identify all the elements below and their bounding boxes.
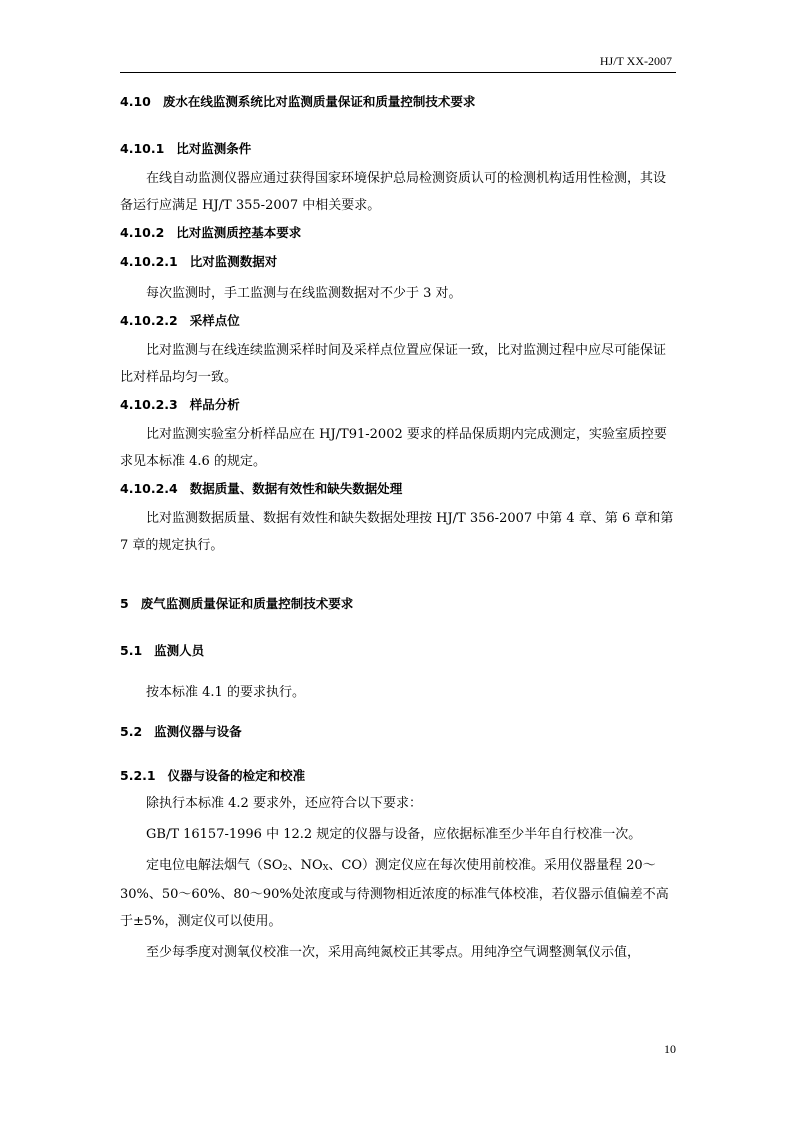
heading-4-10 xyxy=(120,92,676,112)
paragraph: 比对监测数据质量、数据有效性和缺失数据处理按 HJ/T 356-2007 中第 4 章、第 6 章和第 7 章的规定执行。 xyxy=(120,511,674,553)
heading-number: 4.10.1 xyxy=(120,141,165,156)
heading-number: 4.10.2.3 xyxy=(120,397,178,412)
heading-number: 5 xyxy=(120,596,129,611)
page-number: 10 xyxy=(664,1042,676,1056)
heading-5-2 xyxy=(120,722,676,742)
paragraph: 至少每季度对测氧仪校准一次，采用高纯氮校正其零点。用纯净空气调整测氧仪示值， xyxy=(146,945,641,960)
paragraph: 比对监测与在线连续监测采样时间及采样点位置应保证一致，比对监测过程中应尽可能保证比对样品均匀一致。 xyxy=(120,343,667,385)
text-run: 定电位电解法烟气（SO xyxy=(146,858,283,873)
heading-title: 比对监测条件 xyxy=(176,141,252,156)
heading-title: 比对监测质控基本要求 xyxy=(176,225,302,240)
heading-title: 监测人员 xyxy=(154,643,205,658)
paragraph: GB/T 16157-1996 中 12.2 规定的仪器与设备，应依据标准至少半年自行校准一次。 xyxy=(146,827,642,842)
subscript: 2 xyxy=(282,863,288,872)
heading-number: 5.1 xyxy=(120,643,143,658)
heading-title: 废水在线监测系统比对监测质量保证和质量控制技术要求 xyxy=(162,94,476,109)
heading-number: 4.10.2 xyxy=(120,225,165,240)
standard-code: HJ/T XX-2007 xyxy=(599,54,672,68)
heading-5-2-1 xyxy=(120,766,676,786)
heading-title: 比对监测数据对 xyxy=(189,254,278,269)
heading-5-1 xyxy=(120,641,676,661)
paragraph: 按本标准 4.1 的要求执行。 xyxy=(146,685,305,700)
heading-title: 样品分析 xyxy=(189,397,240,412)
heading-title: 数据质量、数据有效性和缺失数据处理 xyxy=(189,481,403,496)
page-header xyxy=(120,52,676,73)
heading-4-10-2-3 xyxy=(120,395,676,415)
document-body xyxy=(120,92,676,966)
heading-4-10-2-4 xyxy=(120,479,676,499)
subscript: X xyxy=(322,863,329,872)
heading-title: 仪器与设备的检定和校准 xyxy=(167,768,306,783)
paragraph: 除执行本标准 4.2 要求外，还应符合以下要求： xyxy=(146,796,422,811)
heading-4-10-2-1 xyxy=(120,252,676,272)
heading-number: 4.10.2.1 xyxy=(120,254,178,269)
heading-number: 5.2 xyxy=(120,724,143,739)
heading-number: 5.2.1 xyxy=(120,768,156,783)
paragraph: 比对监测实验室分析样品应在 HJ/T91-2002 要求的样品保质期内完成测定，实验室质控要求见本标准 4.6 的规定。 xyxy=(120,427,667,469)
heading-number: 4.10 xyxy=(120,94,151,109)
heading-title: 废气监测质量保证和质量控制技术要求 xyxy=(140,596,354,611)
heading-4-10-1 xyxy=(120,139,676,159)
heading-5 xyxy=(120,594,676,614)
heading-number: 4.10.2.2 xyxy=(120,313,178,328)
text-run: 、NO xyxy=(287,858,323,873)
heading-4-10-2 xyxy=(120,223,676,243)
heading-title: 监测仪器与设备 xyxy=(154,724,242,739)
heading-number: 4.10.2.4 xyxy=(120,481,178,496)
heading-title: 采样点位 xyxy=(189,313,240,328)
heading-4-10-2-2 xyxy=(120,311,676,331)
paragraph xyxy=(120,852,676,935)
paragraph: 每次监测时，手工监测与在线监测数据对不少于 3 对。 xyxy=(146,286,462,301)
paragraph: 在线自动监测仪器应通过获得国家环境保护总局检测资质认可的检测机构适用性检测，其设备运行应满足 HJ/T 355-2007 中相关要求。 xyxy=(120,171,667,213)
text-run: 、CO）测定仪应在每次使用前校准。采用仪器量程 20～30%、50～60%、80～90%处浓度或与待测物相近浓度的标准气体校准，若仪器示值偏差不高于±5%，测定仪可以使用。 xyxy=(120,858,669,929)
